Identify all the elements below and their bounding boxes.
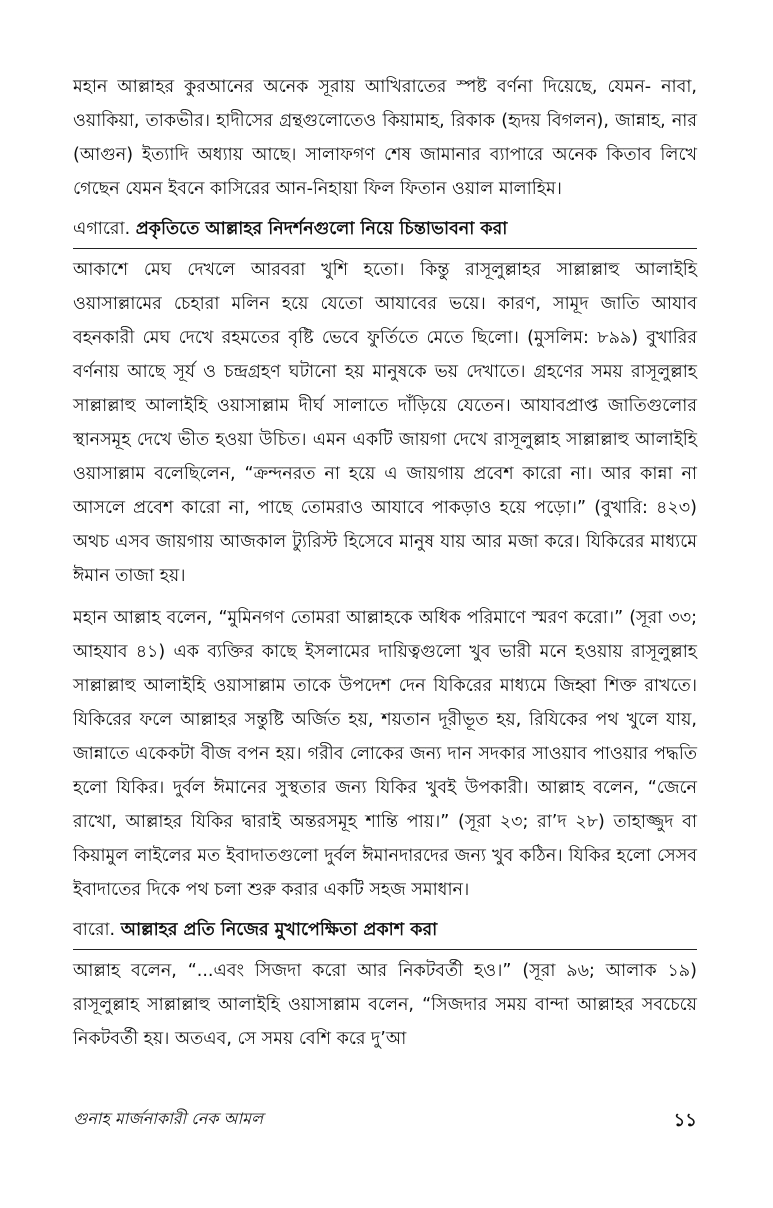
book-title: গুনাহ মার্জনাকারী নেক আমল — [73, 1109, 263, 1128]
section-title: আল্লাহর প্রতি নিজের মুখাপেক্ষিতা প্রকাশ করা — [120, 920, 438, 940]
paragraph-dhikr: মহান আল্লাহ বলেন, “মুমিনগণ তোমরা আল্লাহকে অধিক পরিমাণে স্মরণ করো।” (সূরা ৩৩; আহযাব ৪১) এক ব্যক্তির কাছে ইসলামের দায়িত্বগুলো খুব ভারী মনে হওয়ায় রাসূলুল্লাহ সাল্লাল্লাহু আলাইহি ওয়াসাল্লাম তাকে উপদেশ দেন যিকিরের মাধ্যমে জিহ্বা শিক্ত রাখতে। যিকিরের ফলে আল্লাহর সন্তুষ্টি অর্জিত হয়, শয়তান দূরীভূত হয়, রিযিকের পথ খুলে যায়, জান্নাতে একেকটা বীজ বপন হয়। গরীব লোকের জন্য দান সদকার সাওয়াব পাওয়ার পদ্ধতি হলো যিকির। দুর্বল ঈমানের সুস্থতার জন্য যিকির খুবই উপকারী। আল্লাহ বলেন, “জেনে রাখো, আল্লাহর যিকির দ্বারাই অন্তরসমূহ শান্তি পায়।” (সূরা ২৩; রা’দ ২৮) তাহাজ্জুদ বা কিয়ামুল লাইলের মত ইবাদাতগুলো দুর্বল ঈমানদারদের জন্য খুব কঠিন। যিকির হলো সেসব ইবাদাতের দিকে পথ চলা শুরু করার একটি সহজ সমাধান। — [73, 608, 697, 900]
page-footer — [73, 1106, 697, 1136]
section-heading-eleven — [73, 212, 697, 249]
paragraph-afterlife: মহান আল্লাহর কুরআনের অনেক সূরায় আখিরাতের স্পষ্ট বর্ণনা দিয়েছে, যেমন- নাবা, ওয়াকিয়া, তাকভীর। হাদীসের গ্রন্থগুলোতেও কিয়ামাহ, রিকাক (হৃদয় বিগলন), জান্নাহ, নার (আগুন) ইত্যাদি অধ্যায় আছে। সালাফগণ শেষ জামানার ব্যাপারে অনেক কিতাব লিখে গেছেন যেমন ইবনে কাসিরের আন-নিহায়া ফিল ফিতান ওয়াল মালাহিম। — [73, 77, 697, 199]
section-title: প্রকৃতিতে আল্লাহর নিদর্শনগুলো নিয়ে চিন্তাভাবনা করা — [135, 219, 508, 239]
paragraph-nature-signs: আকাশে মেঘ দেখলে আরবরা খুশি হতো। কিন্তু রাসূলুল্লাহর সাল্লাল্লাহু আলাইহি ওয়াসাল্লামের চেহারা মলিন হয়ে যেতো আযাবের ভয়ে। কারণ, সামূদ জাতি আযাব বহনকারী মেঘ দেখে রহমতের বৃষ্টি ভেবে ফুর্তিতে মেতে ছিলো। (মুসলিম: ৮৯৯) বুখারির বর্ণনায় আছে সূর্য ও চন্দ্রগ্রহণ ঘটানো হয় মানুষকে ভয় দেখাতে। গ্রহণের সময় রাসূলুল্লাহ সাল্লাল্লাহু আলাইহি ওয়াসাল্লাম দীর্ঘ সালাতে দাঁড়িয়ে যেতেন। আযাবপ্রাপ্ত জাতিগুলোর স্থানসমূহ দেখে ভীত হওয়া উচিত। এমন একটি জায়গা দেখে রাসূলুল্লাহ সাল্লাল্লাহু আলাইহি ওয়াসাল্লাম বলেছিলেন, “ক্রন্দনরত না হয়ে এ জায়গায় প্রবেশ কারো না। আর কান্না না আসলে প্রবেশ কারো না, পাছে তোমরাও আযাবে পাকড়াও হয়ে পড়ো।” (বুখারি: ৪২৩) অথচ এসব জায়গায় আজকাল ট্যুরিস্ট হিসেবে মানুষ যায় আর মজা করে। যিকিরের মাধ্যমে ঈমান তাজা হয়। — [73, 260, 697, 586]
section-number: বারো. — [73, 920, 116, 940]
paragraph-sujud: আল্লাহ বলেন, “...এবং সিজদা করো আর নিকটবর্তী হও।” (সূরা ৯৬; আলাক ১৯) রাসূলুল্লাহ সাল্লাল্লাহু আলাইহি ওয়াসাল্লাম বলেন, “সিজদার সময় বান্দা আল্লাহর সবচেয়ে নিকটবর্তী হয়। অতএব, সে সময় বেশি করে দু’আ — [73, 961, 697, 1049]
section-number: এগারো. — [73, 219, 131, 239]
page-body — [73, 70, 697, 1056]
section-heading-twelve — [73, 913, 697, 950]
page-number: ১১ — [673, 1110, 697, 1131]
